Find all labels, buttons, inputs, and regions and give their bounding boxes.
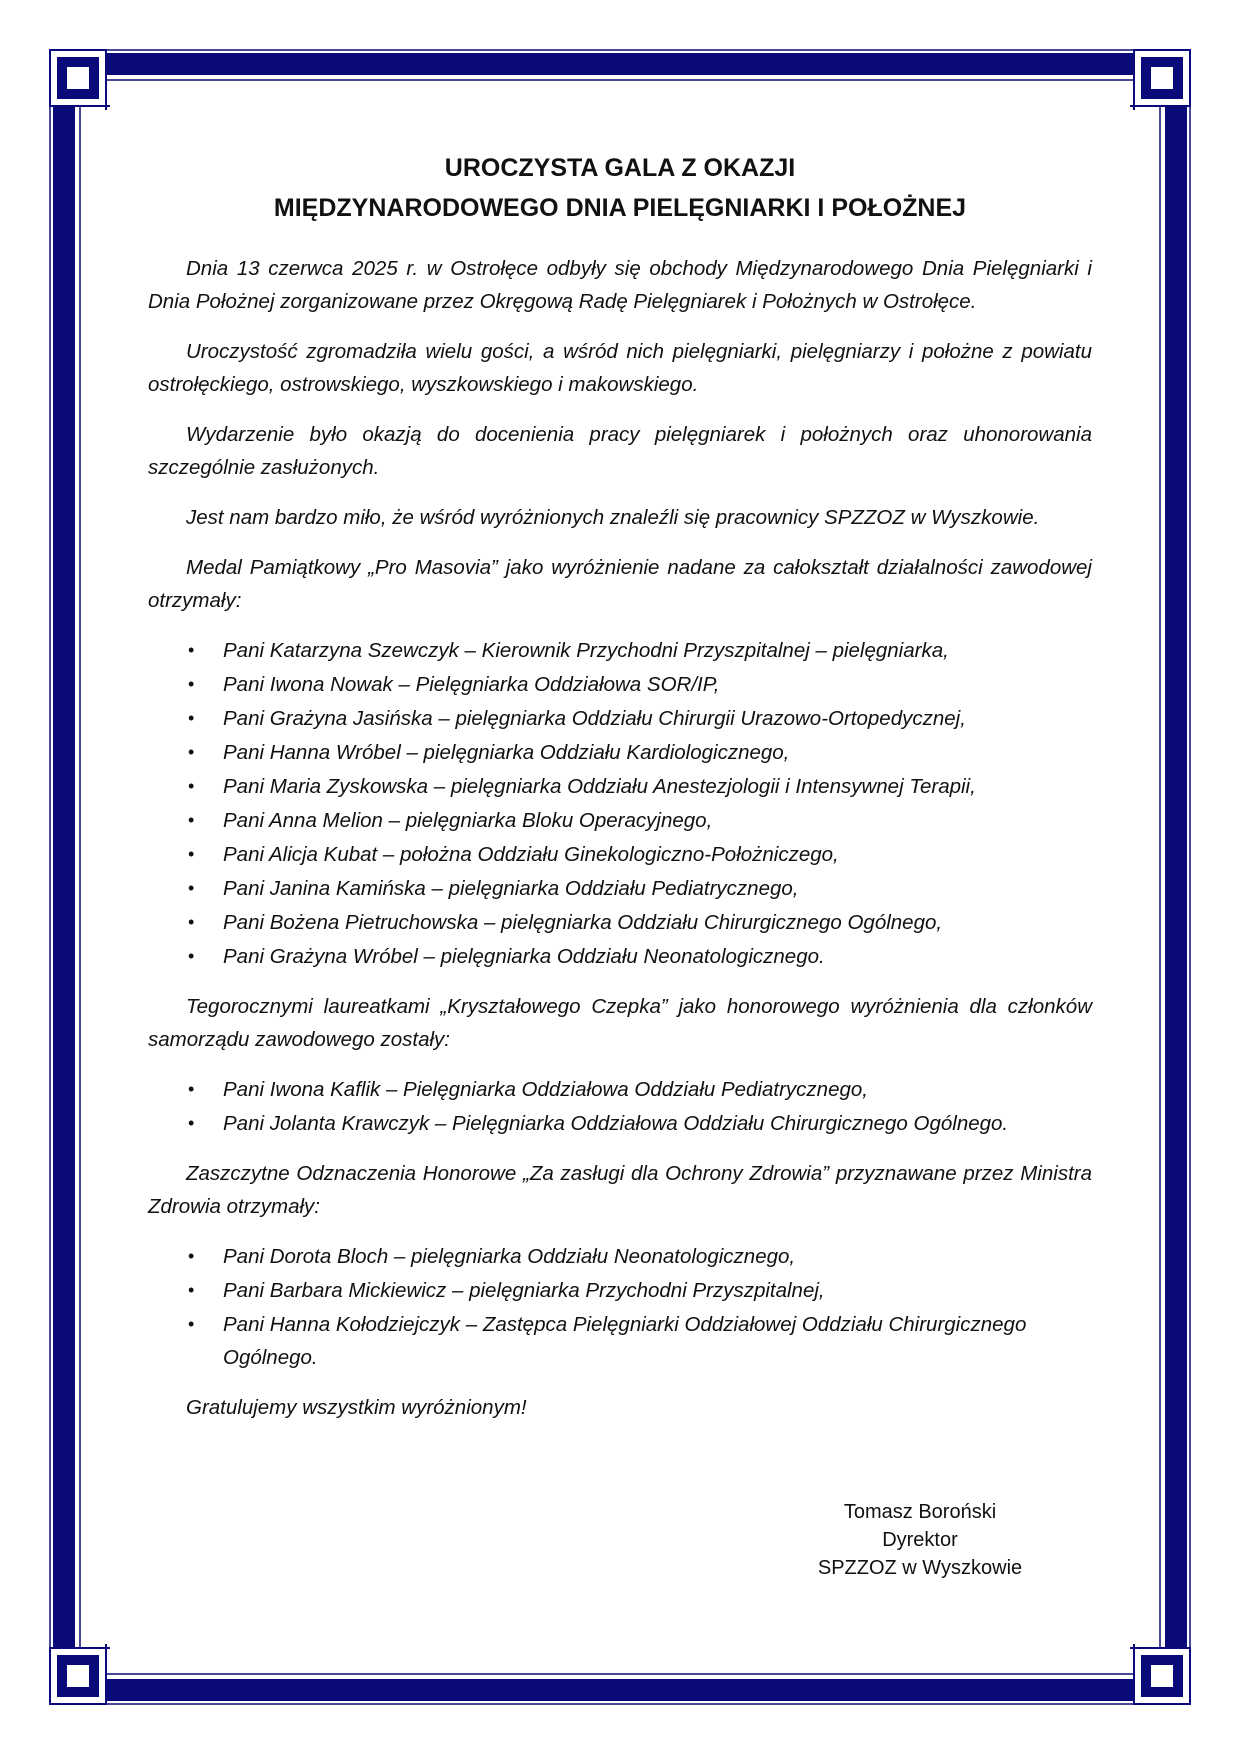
bullet-icon: • bbox=[188, 1113, 195, 1133]
list-item: • Pani Hanna Kołodziejczyk – Zastępca Pielęgniarki Oddziałowej Oddziału Chirurgicznego Ogólnego. bbox=[148, 1308, 1092, 1374]
odznaczenia-recipients-list bbox=[148, 1240, 1092, 1374]
list-item: • Pani Iwona Nowak – Pielęgniarka Oddziałowa SOR/IP, bbox=[148, 668, 1092, 701]
bullet-icon: • bbox=[188, 844, 195, 864]
bullet-icon: • bbox=[188, 1280, 195, 1300]
bullet-icon: • bbox=[188, 776, 195, 796]
list-item: • Pani Iwona Kaflik – Pielęgniarka Oddziałowa Oddziału Pediatrycznego, bbox=[148, 1073, 1092, 1106]
signature-name: Tomasz Boroński bbox=[843, 1501, 997, 1523]
signature-org: SPZZOZ w Wyszkowie bbox=[817, 1557, 1023, 1579]
document-body bbox=[148, 252, 1092, 1424]
bullet-icon: • bbox=[188, 912, 195, 932]
bullet-icon: • bbox=[188, 1079, 195, 1099]
bullet-icon: • bbox=[188, 674, 195, 694]
bullet-icon: • bbox=[188, 878, 195, 898]
paragraph-closing: Gratulujemy wszystkim wyróżnionym! bbox=[186, 1396, 527, 1419]
corner-ornament-top-left bbox=[50, 50, 110, 110]
corner-ornament-bottom-left bbox=[50, 1644, 110, 1704]
list-item: • Pani Maria Zyskowska – pielęgniarka Oddziału Anestezjologii i Intensywnej Terapii, bbox=[148, 770, 1092, 803]
document-content bbox=[148, 148, 1092, 1424]
list-item: • Pani Barbara Mickiewicz – pielęgniarka Przychodni Przyszpitalnej, bbox=[148, 1274, 1092, 1307]
paragraph-odznaczenia-intro: Zaszczytne Odznaczenia Honorowe „Za zasługi dla Ochrony Zdrowia” przyznawane przez Ministra Zdrowia otrzymały: bbox=[148, 1162, 1092, 1218]
corner-ornament-bottom-right bbox=[1130, 1644, 1190, 1704]
list-item: • Pani Jolanta Krawczyk – Pielęgniarka Oddziałowa Oddziału Chirurgicznego Ogólnego. bbox=[148, 1107, 1092, 1140]
bullet-icon: • bbox=[188, 1314, 195, 1334]
paragraph-medal-intro: Medal Pamiątkowy „Pro Masovia” jako wyróżnienie nadane za całokształt działalności zawodowej otrzymały: bbox=[148, 556, 1092, 612]
title-line-2: MIĘDZYNARODOWEGO DNIA PIELĘGNIARKI I POŁOŻNEJ bbox=[273, 194, 967, 222]
list-item: • Pani Dorota Bloch – pielęgniarka Oddziału Neonatologicznego, bbox=[148, 1240, 1092, 1273]
bullet-icon: • bbox=[188, 946, 195, 966]
list-item: • Pani Bożena Pietruchowska – pielęgniarka Oddziału Chirurgicznego Ogólnego, bbox=[148, 906, 1092, 939]
list-item: • Pani Anna Melion – pielęgniarka Bloku Operacyjnego, bbox=[148, 804, 1092, 837]
corner-ornament-top-right bbox=[1130, 50, 1190, 110]
paragraph-intro-1: Dnia 13 czerwca 2025 r. w Ostrołęce odbyły się obchody Międzynarodowego Dnia Pielęgniarki i Dnia Położnej zorganizowane przez Okręgową Radę Pielęgniarek i Położnych w Ostrołęce. bbox=[148, 257, 1092, 313]
list-item: • Pani Grażyna Wróbel – pielęgniarka Oddziału Neonatologicznego. bbox=[148, 940, 1092, 973]
signature-block bbox=[780, 1498, 1060, 1582]
list-item: • Pani Grażyna Jasińska – pielęgniarka Oddziału Chirurgii Urazowo-Ortopedycznej, bbox=[148, 702, 1092, 735]
paragraph-intro-3: Wydarzenie było okazją do docenienia pracy pielęgniarek i położnych oraz uhonorowania szczególnie zasłużonych. bbox=[148, 423, 1092, 479]
paragraph-czepek-intro: Tegorocznymi laureatkami „Kryształowego Czepka” jako honorowego wyróżnienia dla członków samorządu zawodowego zostały: bbox=[148, 995, 1092, 1051]
bullet-icon: • bbox=[188, 640, 195, 660]
paragraph-intro-4: Jest nam bardzo miło, że wśród wyróżnionych znaleźli się pracownicy SPZZOZ w Wyszkowie. bbox=[186, 506, 1040, 529]
bullet-icon: • bbox=[188, 742, 195, 762]
title-line-1: UROCZYSTA GALA Z OKAZJI bbox=[444, 154, 796, 182]
list-item: • Pani Hanna Wróbel – pielęgniarka Oddziału Kardiologicznego, bbox=[148, 736, 1092, 769]
czepek-recipients-list bbox=[148, 1073, 1092, 1140]
signature-role: Dyrektor bbox=[882, 1529, 958, 1551]
bullet-icon: • bbox=[188, 810, 195, 830]
bullet-icon: • bbox=[188, 708, 195, 728]
medal-recipients-list bbox=[148, 634, 1092, 973]
paragraph-intro-2: Uroczystość zgromadziła wielu gości, a wśród nich pielęgniarki, pielęgniarzy i położne z powiatu ostrołęckiego, ostrowskiego, wyszkowskiego i makowskiego. bbox=[148, 340, 1092, 396]
bullet-icon: • bbox=[188, 1246, 195, 1266]
page-title bbox=[148, 148, 1092, 228]
list-item: • Pani Alicja Kubat – położna Oddziału Ginekologiczno-Położniczego, bbox=[148, 838, 1092, 871]
list-item: • Pani Katarzyna Szewczyk – Kierownik Przychodni Przyszpitalnej – pielęgniarka, bbox=[148, 634, 1092, 667]
list-item: • Pani Janina Kamińska – pielęgniarka Oddziału Pediatrycznego, bbox=[148, 872, 1092, 905]
